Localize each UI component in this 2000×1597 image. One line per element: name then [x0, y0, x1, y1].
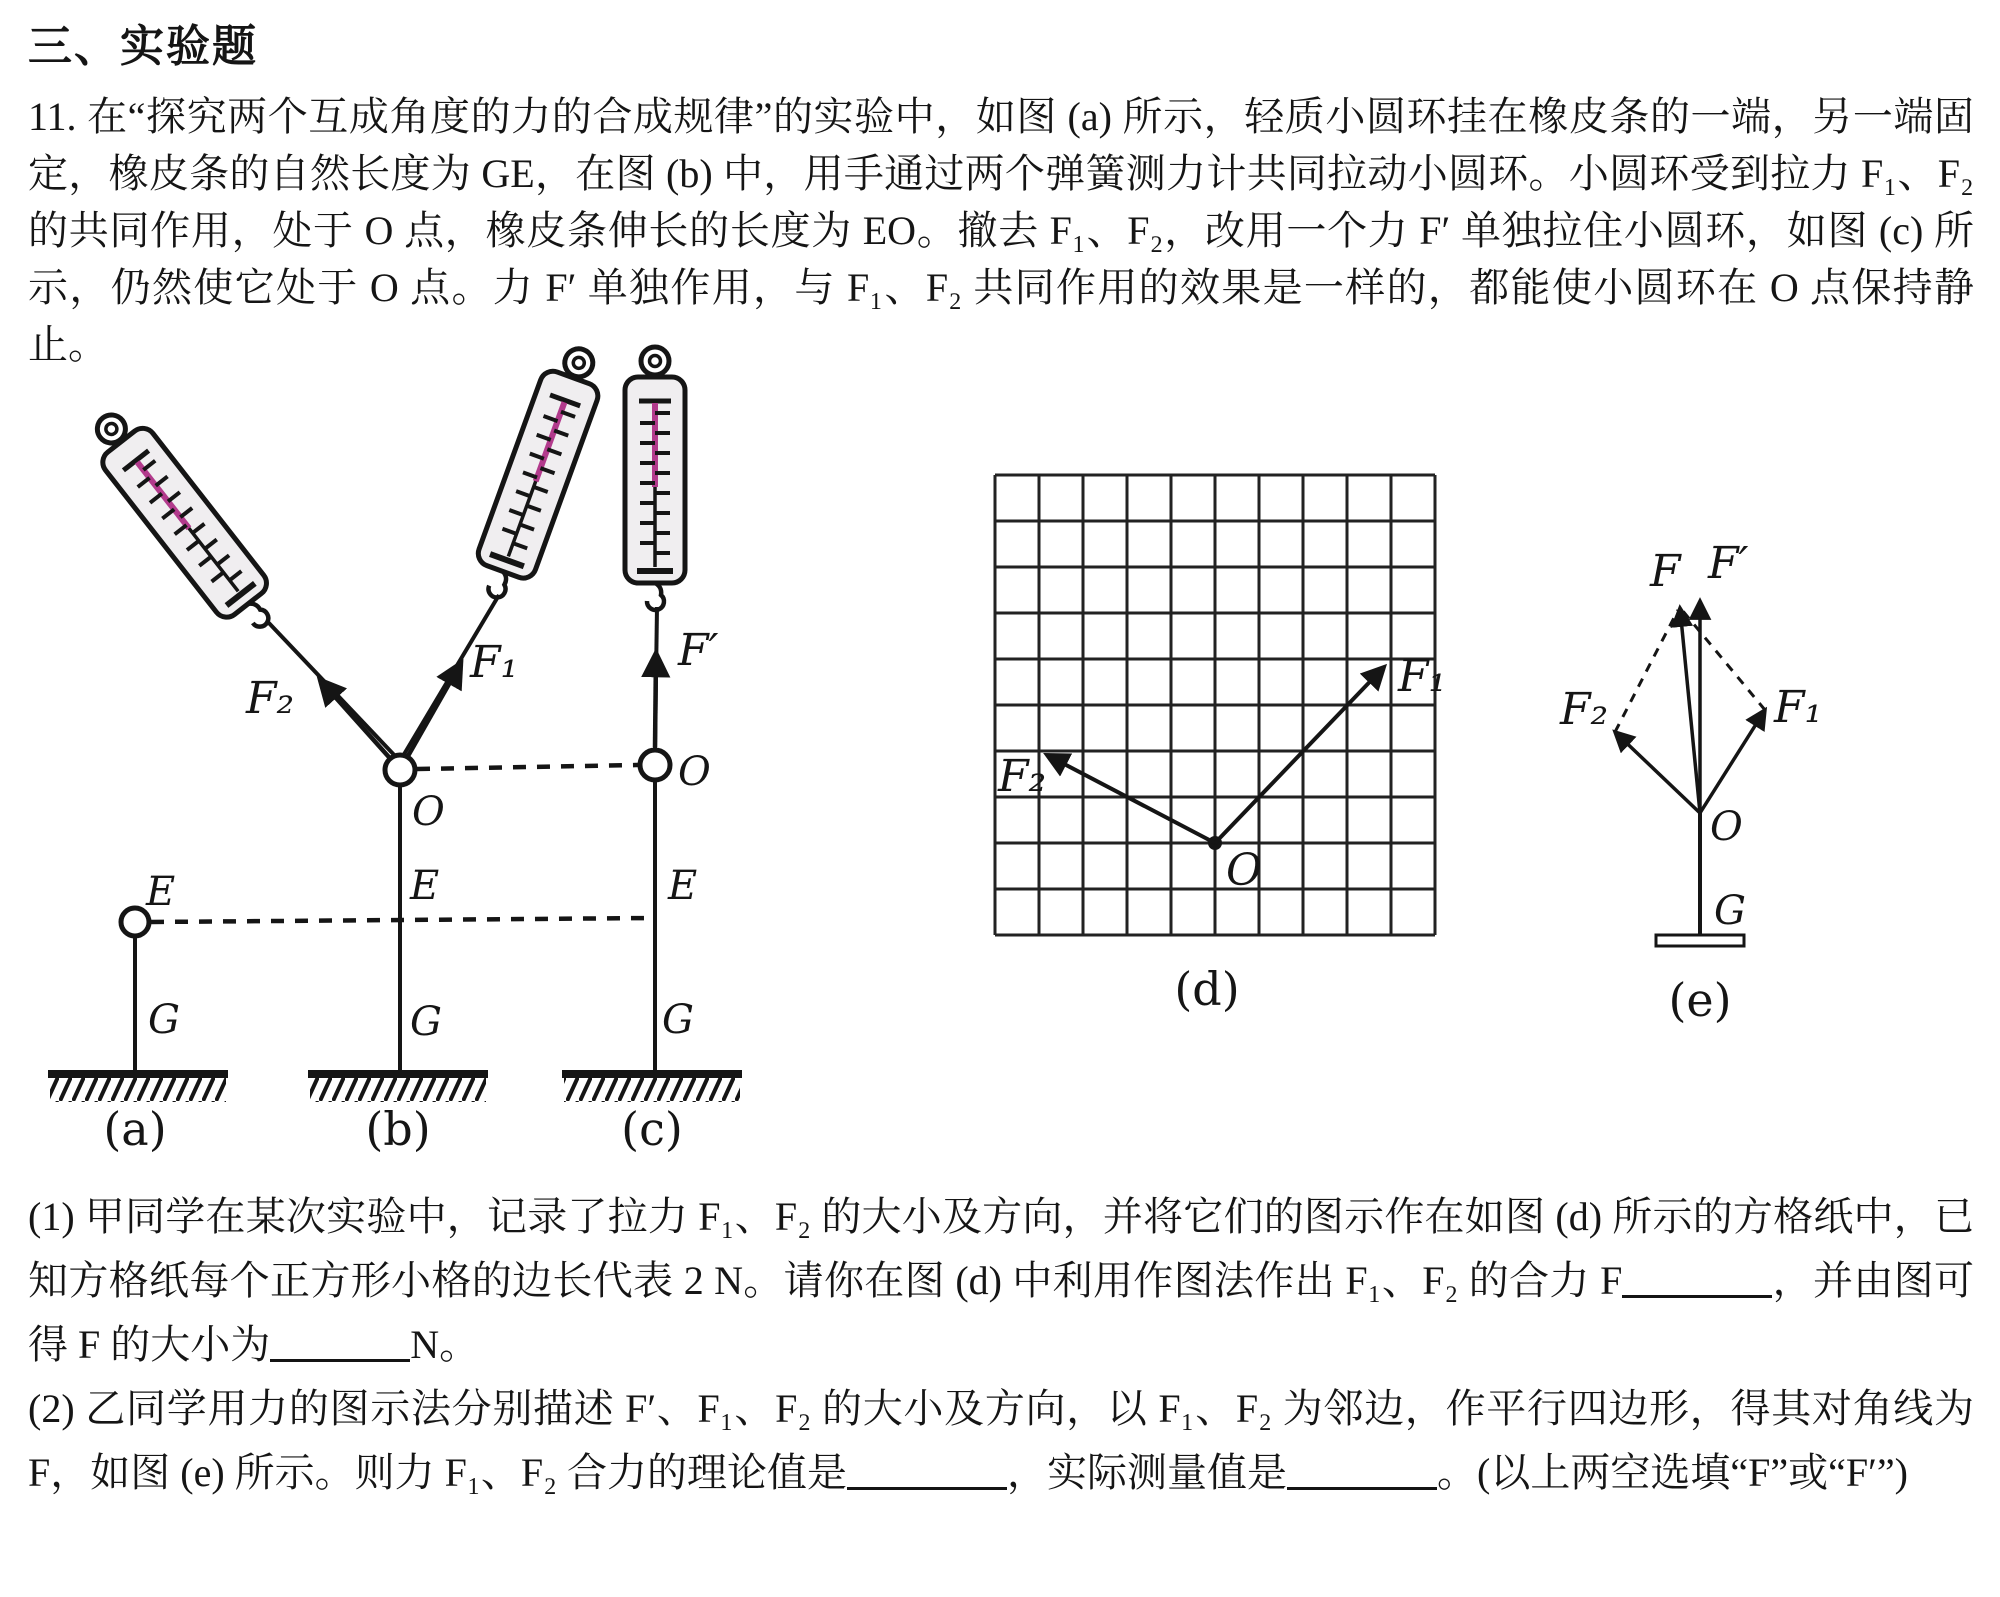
e-label-a: E [146, 869, 176, 915]
sub-questions [28, 1185, 1974, 1505]
f-resultant-vector [1680, 608, 1700, 813]
spring-scale-f2 [79, 399, 288, 643]
o-label: O [1226, 845, 1263, 896]
stand-base [1656, 935, 1744, 946]
q1-text-2: ，并由图可得 F 的大小为 [28, 1258, 1975, 1367]
caption-d: (d) [1174, 962, 1240, 1016]
q2-text-1: (2) 乙同学用力的图示法分别描述 F′、F₁、F₂ 的大小及方向，以 F₁、F₂ 为邻边，作平行四边形，得其对角线为 F，如图 (e) 所示。则力 F₁、F₂ 合力的理论值是 [28, 1386, 1974, 1495]
caption-c: (c) [621, 1102, 683, 1156]
f2-label: F₂ [1560, 684, 1609, 735]
o-label-c: O [678, 749, 711, 795]
f1-label: F₁ [470, 637, 519, 688]
o-label-b: O [412, 789, 445, 835]
spring-scale-fprime [625, 347, 685, 610]
answer-blank-3[interactable] [847, 1453, 1007, 1490]
f2-arrow [320, 680, 396, 765]
strings [267, 595, 657, 758]
figure-abc [20, 285, 800, 1175]
f1-label: F₁ [1398, 651, 1447, 702]
caption-a: (a) [103, 1102, 167, 1156]
fprime-label: F′ [1708, 538, 1749, 589]
caption-e: (e) [1668, 973, 1732, 1027]
q2-text-2: ，实际测量值是 [1007, 1450, 1288, 1495]
f1-label: F₁ [1774, 682, 1823, 733]
ground [48, 1074, 742, 1102]
answer-blank-4[interactable] [1287, 1453, 1437, 1490]
rubber-bands [135, 780, 655, 1072]
q1-text-1: (1) 甲同学在某次实验中，记录了拉力 F₁、F₂ 的大小及方向，并将它们的图示作在如图 (d) 所示的方格纸中，已知方格纸每个正方形小格的边长代表 2 N。请你在图 (d) 中利用作图法作出 F₁、F₂ 的合力 F [28, 1194, 1974, 1303]
o-level-dashed-line [417, 765, 638, 769]
problem-number: 11. [28, 94, 88, 139]
o-label: O [1710, 804, 1743, 850]
e-label-c: E [668, 863, 698, 909]
caption-b: (b) [365, 1102, 431, 1156]
answer-blank-2[interactable] [270, 1325, 410, 1362]
e-level-dashed-line [151, 918, 653, 922]
question-2 [28, 1377, 1974, 1505]
figure-d [960, 455, 1480, 1035]
f2-vector [1615, 732, 1700, 813]
q2-text-3: 。(以上两空选填“F”或“F′”) [1437, 1450, 1908, 1495]
f1-vector [1215, 667, 1384, 843]
f1-vector [1700, 710, 1765, 813]
figure-e [1530, 530, 1850, 1050]
fprime-label: F′ [678, 625, 719, 676]
f-label: F [1650, 546, 1681, 597]
g-label-b: G [410, 999, 442, 1045]
grid [995, 475, 1435, 935]
q1-text-3: N。 [410, 1322, 480, 1367]
f2-vector [1047, 755, 1215, 843]
problem-intro-text: 在“探究两个互成角度的力的合成规律”的实验中，如图 (a) 所示，轻质小圆环挂在橡皮条的一端，另一端固定，橡皮条的自然长度为 GE，在图 (b) 中，用手通过两个弹簧测力计共同拉动小圆环。小圆环受到拉力 F₁、F₂ 的共同作用，处于 O 点，橡皮条伸长的长度为 EO。撤去 F₁、F₂，改用一个力 F′ 单独拉住小圆环，如图 (c) 所示，仍然使它处于 O 点。力 F′ 单独作用，与 F₁、F₂ 共同作用的效果是一样的，都能使小圆环在 O 点保持静止。 [28, 94, 1974, 367]
fprime-arrow [655, 653, 656, 747]
spring-scale-f1 [465, 339, 611, 607]
g-label-a: G [148, 997, 180, 1043]
ring-b [385, 755, 415, 785]
ring-a [121, 908, 149, 936]
f1-arrow [404, 663, 461, 763]
ring-c [640, 750, 670, 780]
f2-label: F₂ [998, 751, 1047, 802]
answer-blank-1[interactable] [1622, 1261, 1772, 1298]
section-title: 三、实验题 [28, 22, 258, 71]
g-label: G [1714, 888, 1746, 934]
question-1 [28, 1185, 1974, 1377]
e-label-b: E [410, 863, 440, 909]
g-label-c: G [662, 997, 694, 1043]
f2-label: F₂ [246, 673, 295, 724]
